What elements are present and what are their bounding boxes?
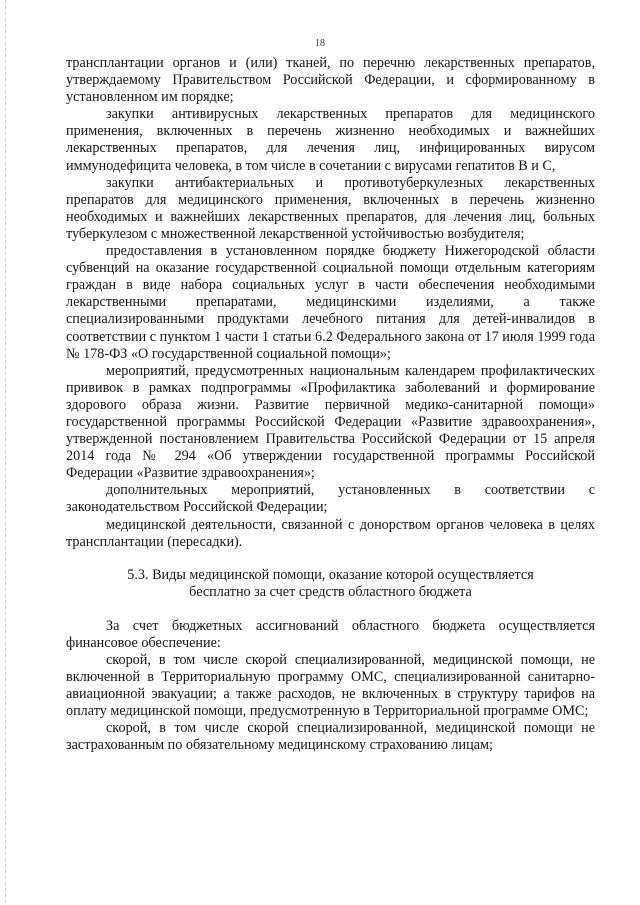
page-number: 18	[315, 38, 325, 49]
paragraph-vaccination: мероприятий, предусмотренных национальным календарем профилактических прививок в рамках подпрограммы «Профилактика заболеваний и формирование здорового образа жизни. Развитие первичной медико-санитарной помощи» государственной программы Российской Федерации «Развитие здравоохранения», утвержденной постановлением Правительства Российской Федерации от 15 апреля 2014 года № 294 «Об утверждении государственной программы Российской Федерации «Развитие здравоохранения»;	[66, 362, 595, 482]
paragraph-organ-donation: медицинской деятельности, связанной с донорством органов человека в целях трансплантации (пересадки).	[66, 516, 595, 550]
document-body	[66, 55, 595, 754]
paragraph-antibacterial: закупки антибактериальных и противотуберкулезных лекарственных препаратов для медицинского применения, включенных в перечень жизненно необходимых и важнейших лекарственных препаратов, для лечения лиц, больных туберкулезом с множественной лекарственной устойчивостью возбудителя;	[66, 174, 595, 242]
paragraph-uninsured-care: скорой, в том числе скорой специализированной, медицинской помощи не застрахованным по обязательному медицинскому страхованию лицам;	[66, 720, 595, 754]
paragraph-additional-measures: дополнительных мероприятий, установленных в соответствии с законодательством Российской Федерации;	[66, 482, 595, 516]
section-heading: 5.3. Виды медицинской помощи, оказание которой осуществляется бесплатно за счет средств областного бюджета	[127, 566, 534, 601]
paragraph-funding-intro: За счет бюджетных ассигнований областного бюджета осуществляется финансовое обеспечение:	[66, 617, 595, 651]
paragraph-continuation: трансплантации органов и (или) тканей, по перечню лекарственных препаратов, утверждаемому Правительством Российской Федерации, и сформированному в установленном им порядке;	[66, 55, 595, 106]
paragraph-subventions: предоставления в установленном порядке бюджету Нижегородской области субвенций на оказание государственной социальной помощи отдельным категориям граждан в виде набора социальных услуг в части обеспечения необходимыми лекарственными препаратами, медицинскими изделиями, а также специализированными продуктами лечебного питания для детей-инвалидов в соответствии с пунктом 1 части 1 статьи 6.2 Федерального закона от 17 июля 1999 года № 178-ФЗ «О государственной социальной помощи»;	[66, 243, 595, 362]
paragraph-emergency-care: скорой, в том числе скорой специализированной, медицинской помощи, не включенной в Территориальную программу ОМС, специализированной санитарно-авиационной эвакуации; а также расходов, не включенных в структуру тарифов на оплату медицинской помощи, предусмотренную в Территориальной программе ОМС;	[66, 651, 595, 719]
scan-edge-artifact	[5, 0, 6, 905]
paragraph-antiviral: закупки антивирусных лекарственных препаратов для медицинского применения, включенных в перечень жизненно необходимых и важнейших лекарственных препаратов, для лечения лиц, инфицированных вирусом иммунодефицита человека, в том числе в сочетании с вирусами гепатитов В и С,	[66, 106, 595, 174]
